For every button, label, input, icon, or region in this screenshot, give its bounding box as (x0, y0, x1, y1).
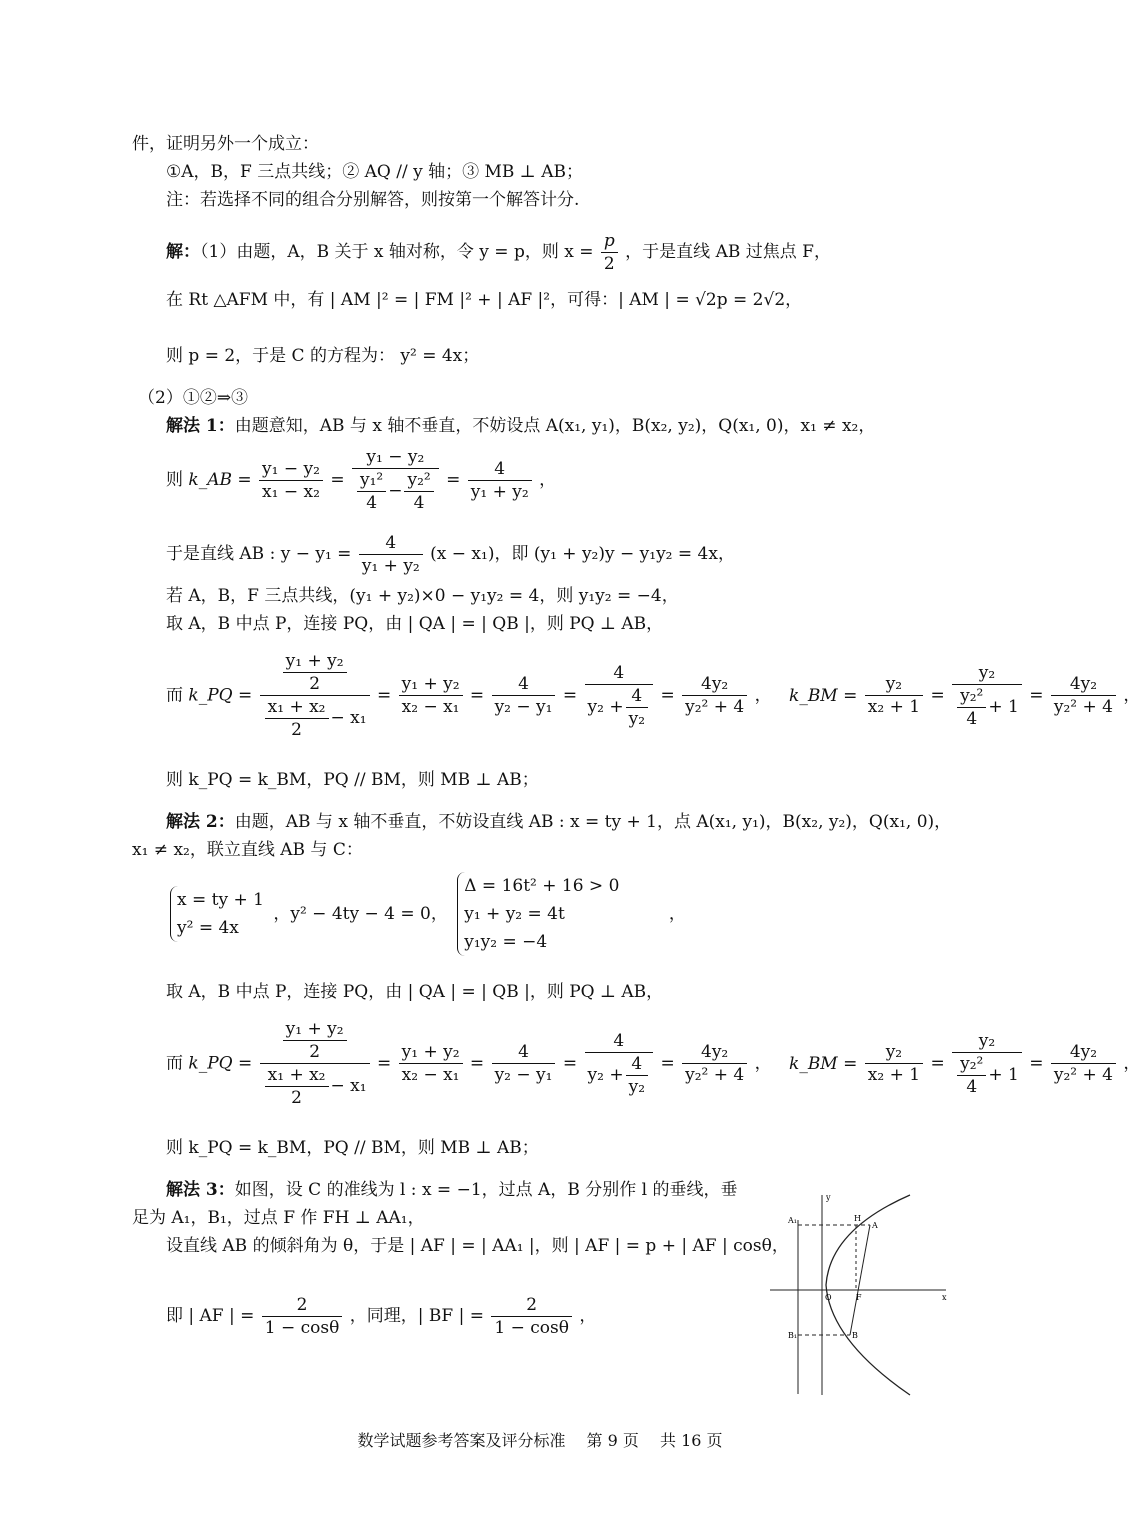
text-line-conditions: ①A，B，F 三点共线；② AQ // y 轴；③ MB ⊥ AB； (166, 162, 583, 182)
system-brace-2: Δ = 16t² + 16 > 0 y₁ + y₂ = 4t y₁y₂ = −4 (457, 872, 619, 956)
footer-total-pages: 共 16 页 (660, 1431, 723, 1450)
label-b: B (852, 1331, 858, 1340)
footer-page-number: 第 9 页 (586, 1431, 639, 1450)
method2-line: 解法 2：由题，AB 与 x 轴不垂直，不妨设直线 AB : x = ty + 1，点 A(x₁, y₁)，B(x₂, y₂)，Q(x₁, 0)， (166, 812, 952, 832)
text-line-equation-c: 则 p = 2，于是 C 的方程为： y² = 4x； (166, 346, 480, 366)
label-b1: B₁ (788, 1331, 798, 1340)
text-line-foot: 足为 A₁，B₁，过点 F 作 FH ⊥ AA₁， (132, 1208, 425, 1228)
text-line-midpoint-2: 取 A，B 中点 P，连接 PQ，由 | QA | = | QB |，则 PQ ⊥ AB， (166, 982, 664, 1002)
label-x: x (942, 1293, 947, 1302)
label-a: A (872, 1221, 878, 1230)
text-line-part2: （2）①②⇒③ (138, 388, 249, 408)
solution-text-a: （1）由题，A，B 关于 x 轴对称，令 y = p，则 x = (200, 242, 594, 262)
fraction-p-over-2: $\frac{p}{2}$ (601, 230, 618, 275)
af-bf-formula: 即 | AF | = $\frac{2}{1 - \cos\theta}$ ，同理，| BF | = $\frac{2}{1 - \cos\theta}$ ， (166, 1295, 597, 1338)
method2-label: 解法 2： (166, 812, 235, 832)
system-brace-1: x = ty + 1 y² = 4x (170, 886, 264, 942)
text-line-right-triangle: 在 Rt △AFM 中，有 | AM |² = | FM |² + | AF |²，可得：| AM | = √2p = 2√2， (166, 290, 803, 310)
label-y: y (826, 1193, 831, 1202)
text-line-simultaneous: x₁ ≠ x₂，联立直线 AB 与 C： (132, 840, 363, 860)
label-h: H (854, 1214, 861, 1223)
solution-label: 解： (166, 242, 200, 262)
line-ab-equation: 于是直线 AB : y − y₁ = $\frac{4}{\text{y₁ + y₂}}$ (x − x₁)，即 (y₁ + y₂)y − y₁y₂ = 4x， (166, 533, 735, 576)
k-ab-formula: 则 k_AB = $\frac{\text{y₁ − y₂}}{\text{x₁ − x₂}}$ = y₁ − y₂ $\frac{\text{y₁²}}{4}$ − $\frac{\text{y₂²}}{4}$ = $\frac{4}{\text{y₁ + y₂}}$ ， (166, 447, 557, 513)
solution-text-b: ，于是直线 AB 过焦点 F， (625, 242, 831, 262)
k-pq-formula-1: 而 k_PQ = $\frac{\text{y₁ + y₂}}{2}$ $\frac{\text{x₁ + x₂}}{2}$ − x₁ = $\frac{\text{y₁ + y₂}}{\text{x₂ − x₁}}$ = $\frac{4}{\text{y₂ − y₁}}$ = 4 y₂ + $\frac{4}{\text{y₂}}$ = $\frac{\text{4y₂}}{\text{y₂² + 4}}$ ， k_BM = $\frac{\text{y₂}}{\text{x₂ + 1}}$ = y₂ $\frac{\text{y₂²}}{4}$ + 1 = $\frac{\text{4y₂}}{\text{y₂² + 4}}$ ， (166, 651, 1140, 740)
text-line-1: 件，证明另外一个成立： (132, 134, 319, 154)
text-line-collinear: 若 A，B，F 三点共线，(y₁ + y₂)×0 − y₁y₂ = 4，则 y₁y₂ = −4， (166, 586, 679, 606)
page-footer (0, 1428, 1080, 1451)
chord-ab (850, 1225, 870, 1335)
label-f: F (856, 1293, 862, 1302)
method3-line: 解法 3：如图，设 C 的准线为 l : x = −1，过点 A，B 分别作 l 的垂线，垂 (166, 1180, 738, 1200)
equation-system: x = ty + 1 y² = 4x ，y² − 4ty − 4 = 0， Δ = 16t² + 16 > 0 y₁ + y₂ = 4t y₁y₂ = −4 ， (166, 872, 686, 956)
label-a1: A₁ (788, 1216, 797, 1225)
text-line-conclusion-1: 则 k_PQ = k_BM，PQ // BM，则 MB ⊥ AB； (166, 770, 539, 790)
parabola-diagram (770, 1190, 950, 1400)
method3-label: 解法 3： (166, 1180, 235, 1200)
text-line-note: 注：若选择不同的组合分别解答，则按第一个解答计分. (166, 190, 580, 210)
solution-part1-line (166, 228, 831, 276)
method1-label: 解法 1： (166, 416, 235, 436)
footer-doc-title: 数学试题参考答案及评分标准 (357, 1431, 566, 1450)
label-o: O (825, 1293, 832, 1302)
text-line-inclination: 设直线 AB 的倾斜角为 θ，于是 | AF | = | AA₁ |，则 | AF | = p + | AF | cosθ， (166, 1236, 789, 1256)
text-line-midpoint: 取 A，B 中点 P，连接 PQ，由 | QA | = | QB |，则 PQ ⊥ AB， (166, 614, 664, 634)
text-line-conclusion-2: 则 k_PQ = k_BM，PQ // BM，则 MB ⊥ AB； (166, 1138, 539, 1158)
method1-line: 解法 1：由题意知，AB 与 x 轴不垂直，不妨设点 A(x₁, y₁)，B(x₂, y₂)，Q(x₁, 0)，x₁ ≠ x₂， (166, 416, 876, 436)
k-pq-formula-2: 而 k_PQ = $\frac{\text{y₁ + y₂}}{2}$ $\frac{\text{x₁ + x₂}}{2}$ − x₁ = $\frac{\text{y₁ + y₂}}{\text{x₂ − x₁}}$ = $\frac{4}{\text{y₂ − y₁}}$ = 4 y₂ + $\frac{4}{\text{y₂}}$ = $\frac{\text{4y₂}}{\text{y₂² + 4}}$ ， k_BM = $\frac{\text{y₂}}{\text{x₂ + 1}}$ = y₂ $\frac{\text{y₂²}}{4}$ + 1 = $\frac{\text{4y₂}}{\text{y₂² + 4}}$ ， (166, 1019, 1140, 1108)
